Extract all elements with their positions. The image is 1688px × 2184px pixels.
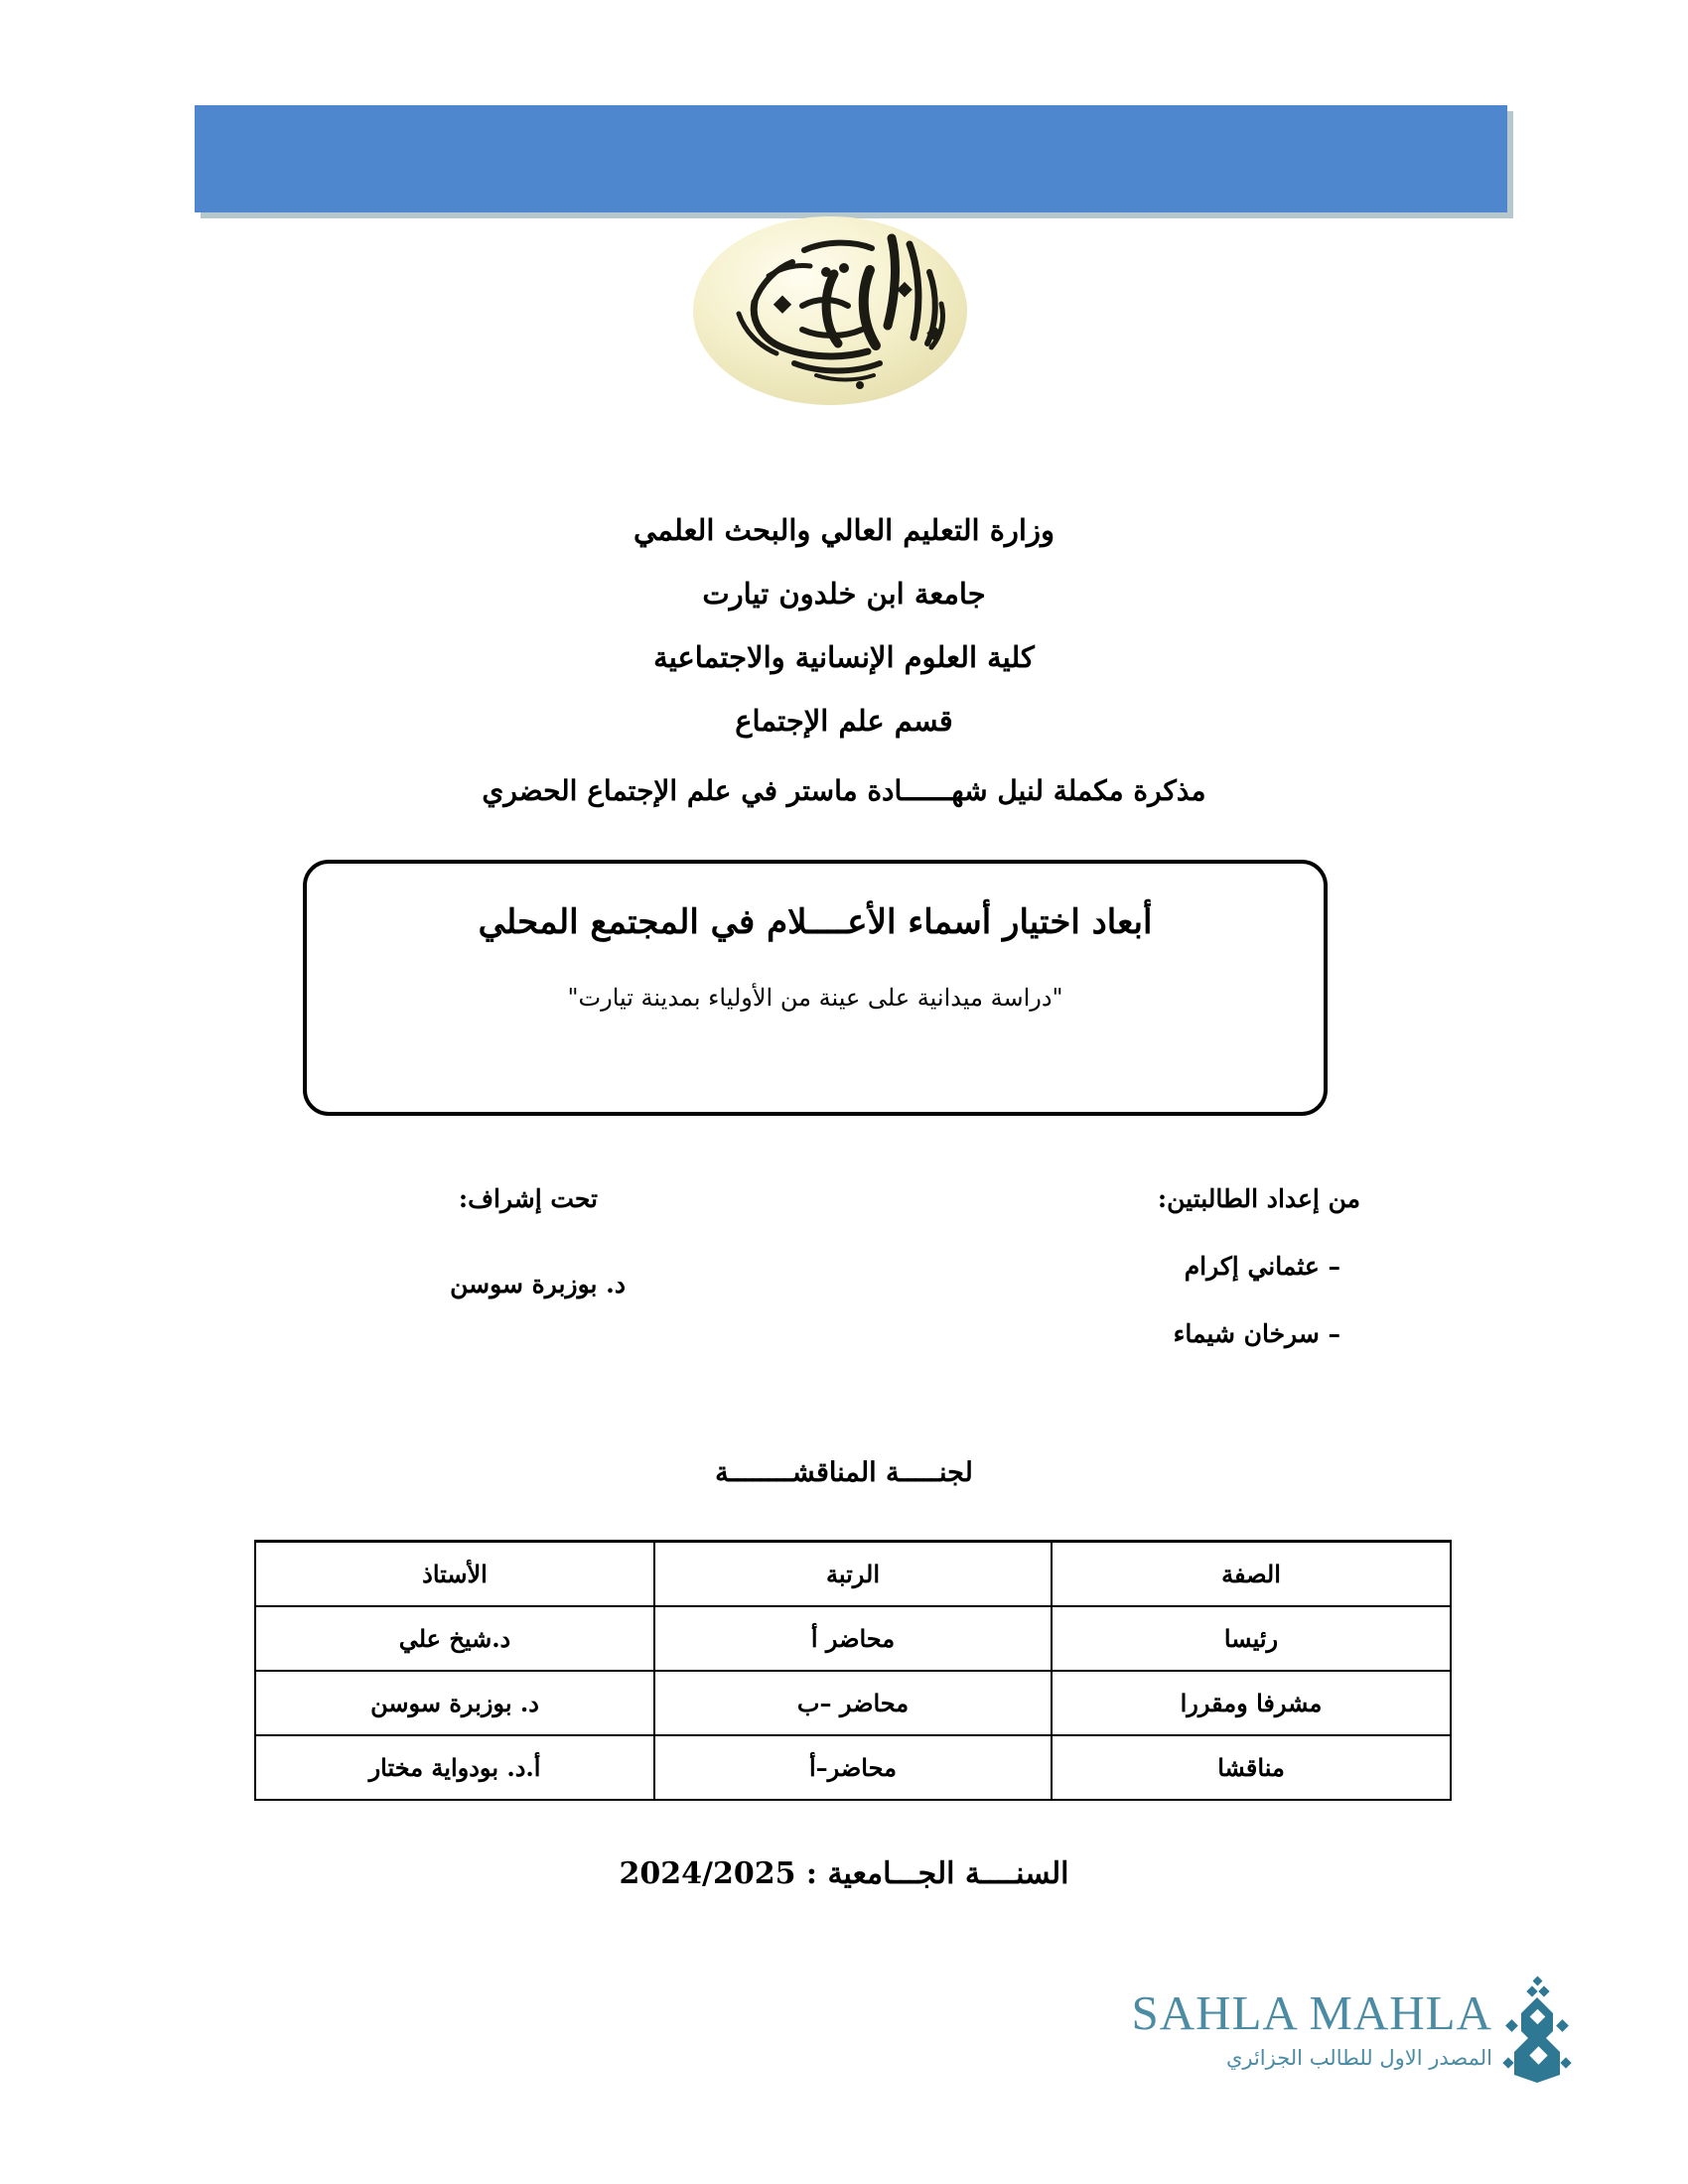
committee-table	[254, 1540, 1452, 1801]
cell-rank: محاضر–أ	[654, 1735, 1052, 1800]
table-row	[255, 1606, 1451, 1671]
supervisor-column	[248, 1181, 665, 1302]
supervisor-label: تحت إشراف:	[458, 1184, 598, 1213]
institution-header	[0, 498, 1688, 752]
cell-rank: محاضر أ	[654, 1606, 1052, 1671]
authors-and-supervisor	[248, 1181, 1460, 1400]
cell-professor: د.شيخ علي	[255, 1606, 654, 1671]
header-line-ministry: وزارة التعليم العالي والبحث العلمي	[633, 513, 1055, 547]
column-header-rank: الرتبة	[654, 1542, 1052, 1607]
column-header-role: الصفة	[1052, 1542, 1451, 1607]
table-header-row	[255, 1542, 1451, 1607]
cell-professor: د. بوزبرة سوسن	[255, 1671, 654, 1735]
footer-logo-title: SAHLA MAHLA	[1131, 1985, 1492, 2040]
cell-professor: أ.د. بودواية مختار	[255, 1735, 654, 1800]
academic-year: السنــــة الجـــامعية : 2024/2025	[619, 1856, 1069, 1891]
cell-role: رئيسا	[1052, 1606, 1451, 1671]
cell-rank: محاضر –ب	[654, 1671, 1052, 1735]
students-list	[993, 1249, 1460, 1352]
sahla-mahla-diamond-mark-icon	[1500, 1976, 1574, 2083]
header-line-university: جامعة ابن خلدون تيارت	[702, 577, 986, 611]
header-banner	[195, 105, 1507, 212]
cell-role: مناقشا	[1052, 1735, 1451, 1800]
supervisor-name: د. بوزبرة سوسن	[450, 1270, 626, 1298]
list-item: – عثماني إكرام	[1184, 1252, 1340, 1281]
thesis-subtitle: "دراسة ميدانية على عينة من الأولياء بمدينة تيارت"	[567, 984, 1063, 1012]
university-oval-calligraphy-logo	[685, 210, 975, 411]
students-label: من إعداد الطالبتين:	[1157, 1184, 1360, 1213]
list-item: – سرخان شيماء	[1173, 1319, 1340, 1348]
table-row	[255, 1735, 1451, 1800]
column-header-professor: الأستاذ	[255, 1542, 654, 1607]
sahla-mahla-footer-logo	[1131, 1976, 1574, 2095]
page-title: أبعاد اختيار أسماء الأعــــلام في المجتمع المحلي	[478, 902, 1153, 942]
footer-logo-tagline: المصدر الاول للطالب الجزائري	[1225, 2046, 1492, 2070]
committee-heading: لجنـــــة المناقشــــــــة	[715, 1457, 973, 1488]
students-column	[993, 1181, 1460, 1352]
thesis-title-box	[303, 860, 1328, 1116]
header-line-faculty: كلية العلوم الإنسانية والاجتماعية	[653, 640, 1035, 674]
degree-statement: مذكرة مكملة لنيل شهــــــادة ماستر في علم الإجتماع الحضري	[482, 774, 1206, 807]
table-row	[255, 1671, 1451, 1735]
cell-role: مشرفا ومقررا	[1052, 1671, 1451, 1735]
header-line-department: قسم علم الإجتماع	[735, 704, 953, 738]
